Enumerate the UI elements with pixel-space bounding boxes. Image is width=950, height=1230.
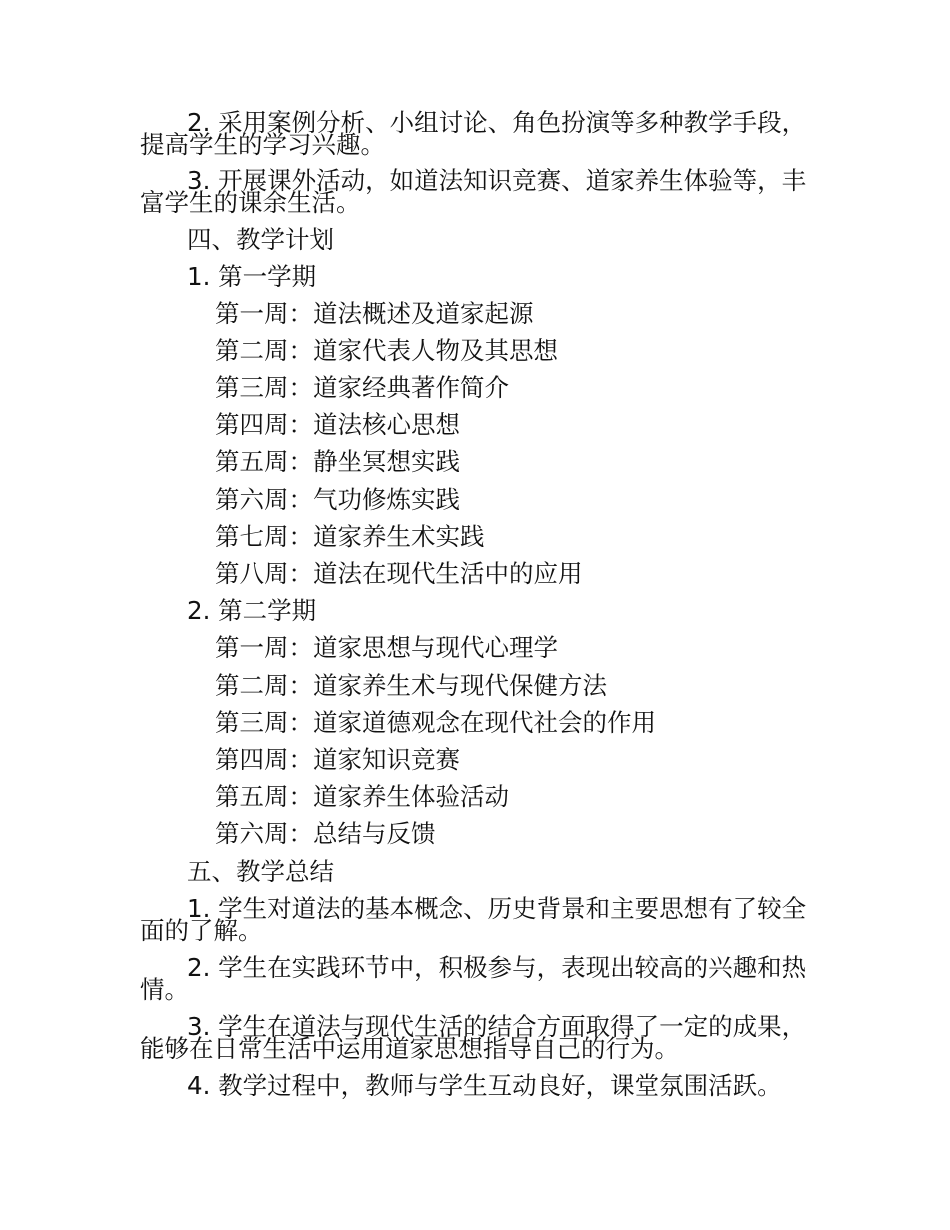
semester-2-week-1: 第一周：道家思想与现代心理学	[215, 633, 558, 662]
summary-item-2-line-2: 情。	[140, 975, 189, 1004]
summary-item-3-line-2: 能够在日常生活中运用道家思想指导自己的行为。	[140, 1034, 679, 1063]
summary-item-3-line-1: 3. 学生在道法与现代生活的结合方面取得了一定的成果，	[187, 1012, 807, 1041]
semester-1-week-1: 第一周：道法概述及道家起源	[215, 299, 534, 328]
summary-item-1-line-1: 1. 学生对道法的基本概念、历史背景和主要思想有了较全	[187, 894, 807, 923]
method-item-3-line-2: 富学生的课余生活。	[140, 188, 361, 217]
semester-1-week-8: 第八周：道法在现代生活中的应用	[215, 559, 583, 588]
semester-2-week-2: 第二周：道家养生术与现代保健方法	[215, 671, 607, 700]
summary-item-1-line-2: 面的了解。	[140, 916, 263, 945]
semester-1-week-3: 第三周：道家经典著作简介	[215, 373, 509, 402]
semester-2-label: 2. 第二学期	[187, 596, 317, 625]
semester-2-week-3: 第三周：道家道德观念在现代社会的作用	[215, 708, 656, 737]
method-item-3-line-1: 3. 开展课外活动，如道法知识竞赛、道家养生体验等，丰	[187, 166, 807, 195]
method-item-2-line-2: 提高学生的学习兴趣。	[140, 130, 385, 159]
semester-2-week-6: 第六周：总结与反馈	[215, 819, 436, 848]
semester-1-week-6: 第六周：气功修炼实践	[215, 485, 460, 514]
semester-2-week-4: 第四周：道家知识竞赛	[215, 745, 460, 774]
semester-1-week-5: 第五周：静坐冥想实践	[215, 447, 460, 476]
semester-1-week-7: 第七周：道家养生术实践	[215, 522, 485, 551]
summary-item-4: 4. 教学过程中，教师与学生互动良好，课堂氛围活跃。	[187, 1071, 782, 1100]
teaching-summary-heading: 五、教学总结	[187, 857, 334, 886]
semester-2-week-5: 第五周：道家养生体验活动	[215, 782, 509, 811]
semester-1-label: 1. 第一学期	[187, 262, 317, 291]
method-item-2-line-1: 2. 采用案例分析、小组讨论、角色扮演等多种教学手段，	[187, 108, 807, 137]
teaching-plan-heading: 四、教学计划	[187, 225, 334, 254]
summary-item-2-line-1: 2. 学生在实践环节中，积极参与，表现出较高的兴趣和热	[187, 953, 807, 982]
semester-1-week-4: 第四周：道法核心思想	[215, 410, 460, 439]
semester-1-week-2: 第二周：道家代表人物及其思想	[215, 336, 558, 365]
